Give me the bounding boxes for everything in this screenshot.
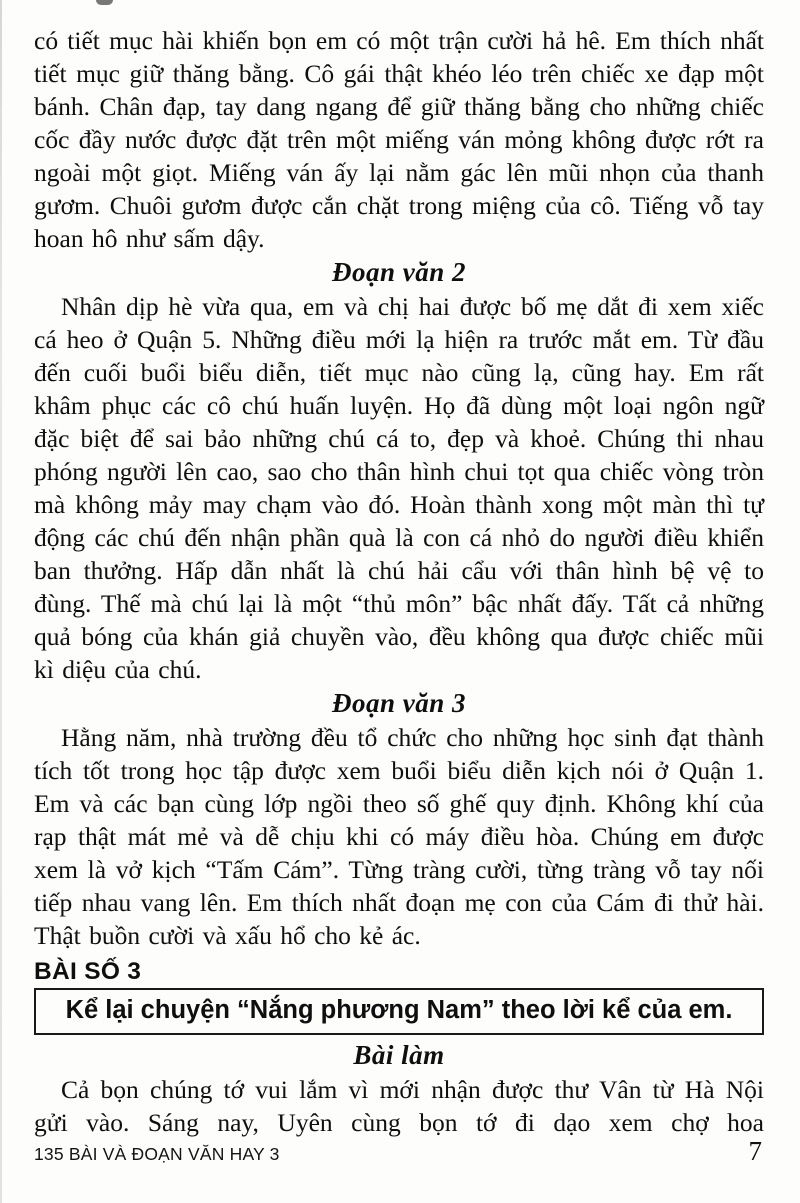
paragraph-dolphin-circus: Nhân dịp hè vừa qua, em và chị hai được bố mẹ dắt đi xem xiếc cá heo ở Quận 5. Những điều mới lạ hiện ra trước mắt em. Từ đầu đến cuối buổi biểu diễn, tiết mục nào cũng lạ, cũng hay. Em rất khâm phục các cô chú huấn luyện. Họ đã dùng một loại ngôn ngữ đặc biệt để sai bảo những chú cá to, đẹp và khoẻ. Chúng thi nhau phóng người lên cao, sao cho thân hình chui tọt qua chiếc vòng tròn mà không mảy may chạm vào đó. Hoàn thành xong một màn thì tự động các chú đến nhận phần quà là con cá nhỏ do người điều khiển ban thưởng. Hấp dẫn nhất là chú hải cẩu với thân hình bệ vệ to đùng. Thế mà chú lại là một “thủ môn” bậc nhất đấy. Tất cả những quả bóng của khán giả chuyền vào, đều không qua được chiếc mũi kì diệu của chú. bbox=[34, 292, 764, 684]
paragraph-circus-balance: có tiết mục hài khiến bọn em có một trận cười hả hê. Em thích nhất tiết mục giữ thăng bằng. Cô gái thật khéo léo trên chiếc xe đạp một bánh. Chân đạp, tay dang ngang để giữ thăng bằng cho những chiếc cốc đầy nước được đặt trên một miếng ván mỏng không được rớt ra ngoài một giọt. Miếng ván ấy lại nằm gác lên mũi nhọn của thanh gươm. Chuôi gươm được cắn chặt trong miệng của cô. Tiếng vỗ tay hoan hô như sấm dậy. bbox=[34, 26, 764, 253]
paragraph-nang-phuong-nam: Cả bọn chúng tớ vui lắm vì mới nhận được thư Vân từ Hà Nội gửi vào. Sáng nay, Uyên cùng bọn tớ đi dạo xem chợ hoa bbox=[34, 1075, 764, 1137]
page-footer bbox=[34, 1136, 762, 1167]
footer-book-title: 135 BÀI VÀ ĐOẠN VĂN HAY 3 bbox=[34, 1144, 280, 1164]
footer-page-number: 7 bbox=[748, 1136, 762, 1166]
exercise-number-heading: BÀI SỐ 3 bbox=[34, 958, 142, 985]
exercise-title: Kể lại chuyện “Nắng phương Nam” theo lời kể của em. bbox=[65, 996, 733, 1024]
scan-edge-artifact bbox=[0, 0, 2, 1203]
section-heading-bai-lam: Bài làm bbox=[353, 1040, 445, 1070]
section-heading-doan-van-3: Đoạn văn 3 bbox=[331, 688, 466, 718]
scan-artifact bbox=[96, 0, 113, 5]
paragraph-theater-play: Hằng năm, nhà trường đều tổ chức cho những học sinh đạt thành tích tốt trong học tập được xem buổi biểu diễn kịch nói ở Quận 1. Em và các bạn cùng lớp ngồi theo số ghế quy định. Không khí của rạp thật mát mẻ và dễ chịu khi có máy điều hòa. Chúng em được xem là vở kịch “Tấm Cám”. Từng tràng cười, từng tràng vỗ tay nối tiếp nhau vang lên. Em thích nhất đoạn mẹ con của Cám đi thử hài. Thật buồn cười và xấu hổ cho kẻ ác. bbox=[34, 723, 764, 950]
exercise-title-box bbox=[34, 988, 764, 1035]
section-heading-doan-van-2: Đoạn văn 2 bbox=[331, 257, 466, 287]
